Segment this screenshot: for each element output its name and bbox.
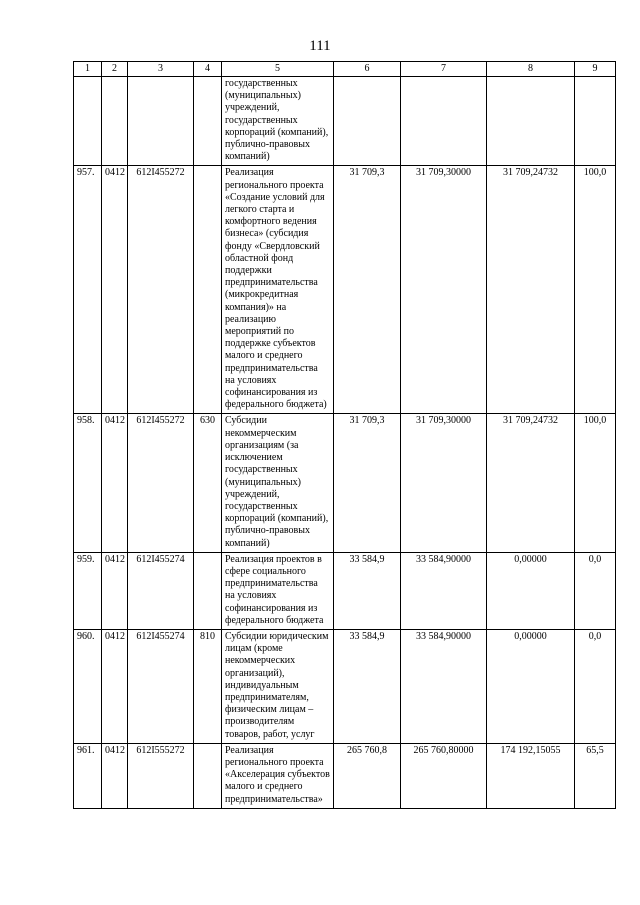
section-code: 0412 bbox=[102, 743, 128, 808]
amount-plan: 265 760,8 bbox=[334, 743, 401, 808]
expense-code: 810 bbox=[194, 629, 222, 743]
page-number: 111 bbox=[309, 38, 331, 54]
amount-plan: 33 584,9 bbox=[334, 552, 401, 629]
amount-executed bbox=[487, 77, 575, 166]
amount-adjusted: 31 709,30000 bbox=[401, 166, 487, 414]
column-header: 4 bbox=[194, 62, 222, 77]
target-code: 612I455272 bbox=[128, 166, 194, 414]
execution-percent: 0,0 bbox=[575, 629, 616, 743]
table-row bbox=[74, 629, 616, 743]
table-row bbox=[74, 552, 616, 629]
expense-code bbox=[194, 743, 222, 808]
row-description: Реализация регионального проекта «Создание условий для легкого старта и комфортного ведения бизнеса» (субсидия фонду «Свердловский областной фонд поддержки предпринимательства (микрокредитная компания)» на реализацию мероприятий по поддержке субъектов малого и среднего предпринимательства на условиях софинансирования из федерального бюджета) bbox=[222, 166, 334, 414]
execution-percent: 100,0 bbox=[575, 414, 616, 552]
amount-executed: 31 709,24732 bbox=[487, 414, 575, 552]
column-header: 2 bbox=[102, 62, 128, 77]
row-number: 961. bbox=[74, 743, 102, 808]
column-header: 3 bbox=[128, 62, 194, 77]
execution-percent: 100,0 bbox=[575, 166, 616, 414]
amount-executed: 0,00000 bbox=[487, 552, 575, 629]
table-header bbox=[74, 62, 616, 77]
row-number: 960. bbox=[74, 629, 102, 743]
header-row bbox=[74, 62, 616, 77]
column-header: 6 bbox=[334, 62, 401, 77]
amount-plan: 31 709,3 bbox=[334, 414, 401, 552]
amount-executed: 0,00000 bbox=[487, 629, 575, 743]
row-description: Реализация регионального проекта «Акселерация субъектов малого и среднего предпринимательства» bbox=[222, 743, 334, 808]
execution-percent bbox=[575, 77, 616, 166]
row-number: 957. bbox=[74, 166, 102, 414]
column-header: 8 bbox=[487, 62, 575, 77]
section-code: 0412 bbox=[102, 629, 128, 743]
budget-table bbox=[73, 61, 616, 809]
row-number: 958. bbox=[74, 414, 102, 552]
section-code: 0412 bbox=[102, 552, 128, 629]
amount-plan: 31 709,3 bbox=[334, 166, 401, 414]
amount-adjusted: 265 760,80000 bbox=[401, 743, 487, 808]
column-header: 5 bbox=[222, 62, 334, 77]
target-code bbox=[128, 77, 194, 166]
table-row bbox=[74, 743, 616, 808]
section-code: 0412 bbox=[102, 414, 128, 552]
target-code: 612I455274 bbox=[128, 552, 194, 629]
table-body bbox=[74, 77, 616, 809]
amount-adjusted bbox=[401, 77, 487, 166]
amount-adjusted: 33 584,90000 bbox=[401, 629, 487, 743]
section-code bbox=[102, 77, 128, 166]
execution-percent: 65,5 bbox=[575, 743, 616, 808]
row-number bbox=[74, 77, 102, 166]
row-description: Реализация проектов в сфере социального предпринимательства на условиях софинансирования из федерального бюджета bbox=[222, 552, 334, 629]
expense-code bbox=[194, 77, 222, 166]
row-description: государственных (муниципальных) учреждений, государственных корпораций (компаний), публично-правовых компаний) bbox=[222, 77, 334, 166]
table-row bbox=[74, 414, 616, 552]
target-code: 612I455272 bbox=[128, 414, 194, 552]
amount-executed: 174 192,15055 bbox=[487, 743, 575, 808]
expense-code bbox=[194, 166, 222, 414]
amount-adjusted: 33 584,90000 bbox=[401, 552, 487, 629]
execution-percent: 0,0 bbox=[575, 552, 616, 629]
row-description: Субсидии юридическим лицам (кроме некоммерческих организаций), индивидуальным предпринимателям, физическим лицам – производителям товаров, работ, услуг bbox=[222, 629, 334, 743]
section-code: 0412 bbox=[102, 166, 128, 414]
amount-adjusted: 31 709,30000 bbox=[401, 414, 487, 552]
expense-code bbox=[194, 552, 222, 629]
row-number: 959. bbox=[74, 552, 102, 629]
amount-executed: 31 709,24732 bbox=[487, 166, 575, 414]
column-header: 7 bbox=[401, 62, 487, 77]
column-header: 9 bbox=[575, 62, 616, 77]
target-code: 612I455274 bbox=[128, 629, 194, 743]
target-code: 612I555272 bbox=[128, 743, 194, 808]
table-row bbox=[74, 77, 616, 166]
column-header: 1 bbox=[74, 62, 102, 77]
amount-plan: 33 584,9 bbox=[334, 629, 401, 743]
row-description: Субсидии некоммерческим организациям (за исключением государственных (муниципальных) учреждений, государственных корпораций (компаний), публично-правовых компаний) bbox=[222, 414, 334, 552]
amount-plan bbox=[334, 77, 401, 166]
expense-code: 630 bbox=[194, 414, 222, 552]
table-row bbox=[74, 166, 616, 414]
